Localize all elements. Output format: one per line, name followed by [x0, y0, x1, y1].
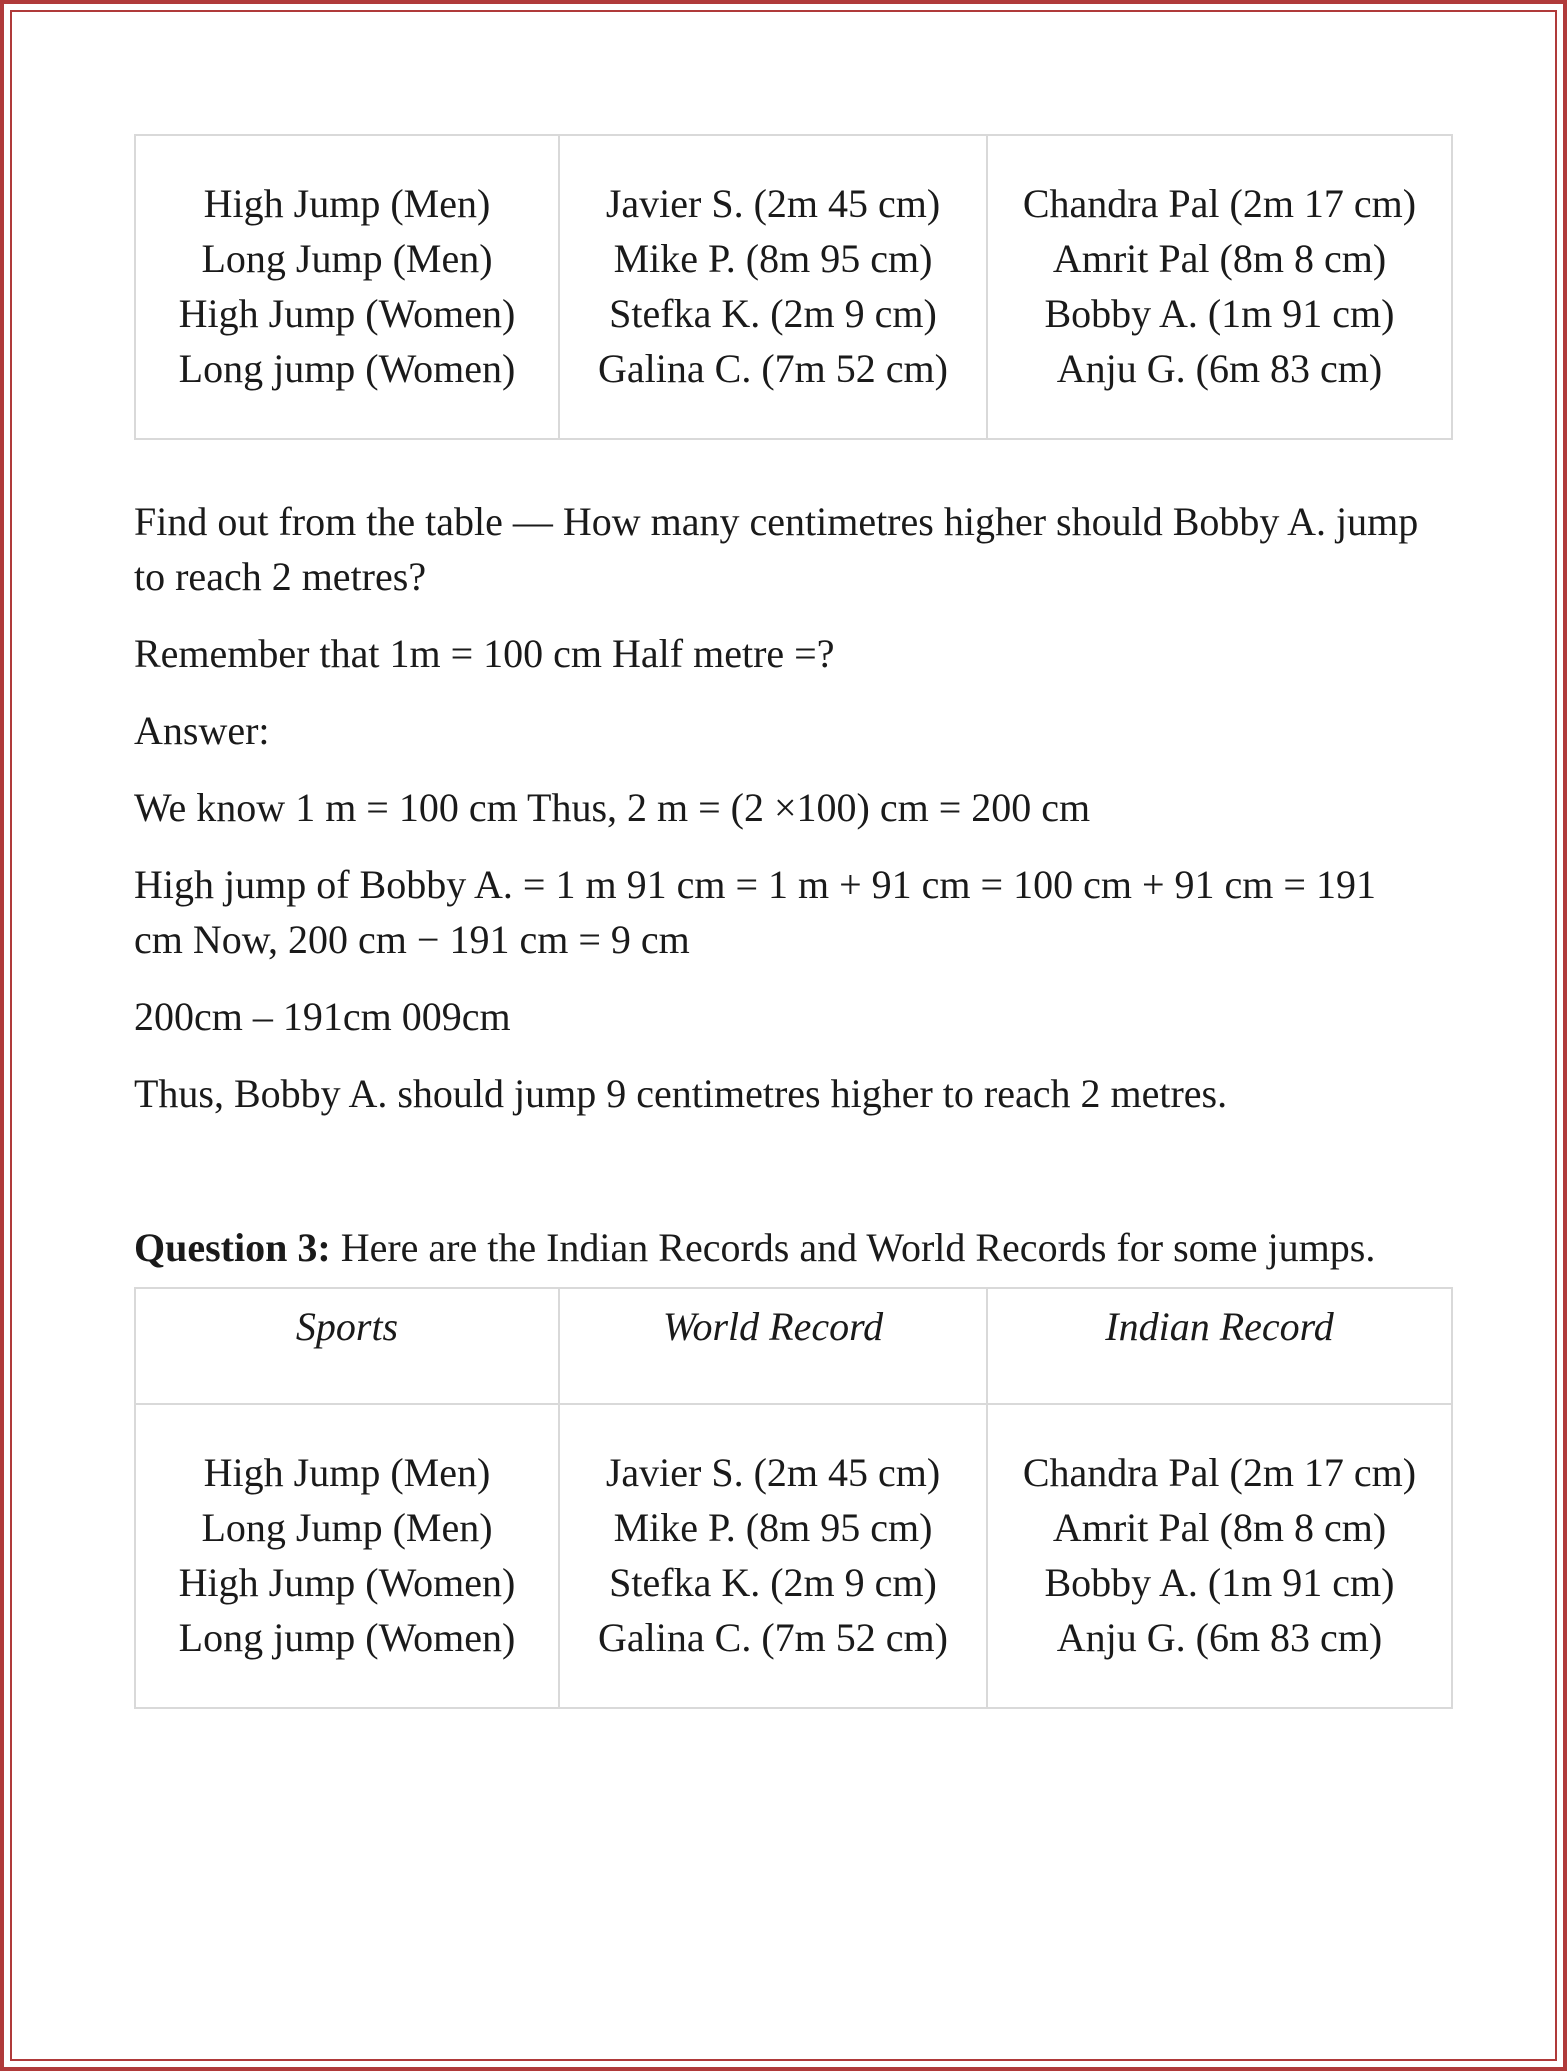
- indian-record: Anju G. (6m 83 cm): [1056, 1615, 1383, 1660]
- sport-name: High Jump (Women): [178, 291, 516, 336]
- world-record: Stefka K. (2m 9 cm): [609, 1560, 937, 1605]
- records-table: [134, 1287, 1453, 1709]
- indian-record: Amrit Pal (8m 8 cm): [1052, 236, 1387, 281]
- records-table-continued: [134, 134, 1453, 440]
- question-3-text: Here are the Indian Records and World Records for some jumps.: [330, 1225, 1376, 1270]
- world-record-cell: [559, 135, 987, 439]
- world-record: Galina C. (7m 52 cm): [598, 1615, 948, 1660]
- sports-cell: [135, 1404, 559, 1708]
- indian-record-cell: [987, 135, 1452, 439]
- page-content: [134, 134, 1434, 1709]
- indian-record-cell: [987, 1404, 1452, 1708]
- world-record: Mike P. (8m 95 cm): [613, 236, 933, 281]
- world-record-cell: [559, 1404, 987, 1708]
- world-record: Javier S. (2m 45 cm): [605, 1450, 941, 1495]
- question-3: [134, 1220, 1434, 1275]
- sport-name: High Jump (Men): [203, 1450, 491, 1495]
- table-row: [135, 135, 1452, 439]
- world-record: Stefka K. (2m 9 cm): [609, 291, 937, 336]
- indian-record: Bobby A. (1m 91 cm): [1044, 291, 1395, 336]
- world-record: Galina C. (7m 52 cm): [598, 346, 948, 391]
- sports-cell: [135, 135, 559, 439]
- answer-label: Answer:: [134, 708, 270, 753]
- solution-line-2: High jump of Bobby A. = 1 m 91 cm = 1 m + 91 cm = 100 cm + 91 cm = 191 cm Now, 200 cm − 191 cm = 9 cm: [134, 862, 1376, 962]
- header-world-record: World Record: [559, 1288, 987, 1404]
- header-sports: Sports: [135, 1288, 559, 1404]
- indian-record: Anju G. (6m 83 cm): [1056, 346, 1383, 391]
- solution-line-3: 200cm – 191cm 009cm: [134, 994, 511, 1039]
- solution-line-1: We know 1 m = 100 cm Thus, 2 m = (2 ×100) cm = 200 cm: [134, 785, 1091, 830]
- question-3-label: Question 3:: [134, 1225, 331, 1270]
- indian-record: Chandra Pal (2m 17 cm): [1022, 1450, 1417, 1495]
- sport-name: High Jump (Women): [178, 1560, 516, 1605]
- indian-record: Chandra Pal (2m 17 cm): [1022, 181, 1417, 226]
- header-indian-record: Indian Record: [987, 1288, 1452, 1404]
- sport-name: Long Jump (Men): [201, 1505, 493, 1550]
- table-row: [135, 1404, 1452, 1708]
- indian-record: Bobby A. (1m 91 cm): [1044, 1560, 1395, 1605]
- sport-name: Long jump (Women): [178, 346, 516, 391]
- sport-name: High Jump (Men): [203, 181, 491, 226]
- world-record: Javier S. (2m 45 cm): [605, 181, 941, 226]
- remember-note: Remember that 1m = 100 cm Half metre =?: [134, 631, 835, 676]
- conclusion: Thus, Bobby A. should jump 9 centimetres higher to reach 2 metres.: [134, 1071, 1228, 1116]
- question-text: Find out from the table — How many centimetres higher should Bobby A. jump to reach 2 metres?: [134, 499, 1419, 599]
- indian-record: Amrit Pal (8m 8 cm): [1052, 1505, 1387, 1550]
- sport-name: Long jump (Women): [178, 1615, 516, 1660]
- table-header-row: [135, 1288, 1452, 1404]
- world-record: Mike P. (8m 95 cm): [613, 1505, 933, 1550]
- sport-name: Long Jump (Men): [201, 236, 493, 281]
